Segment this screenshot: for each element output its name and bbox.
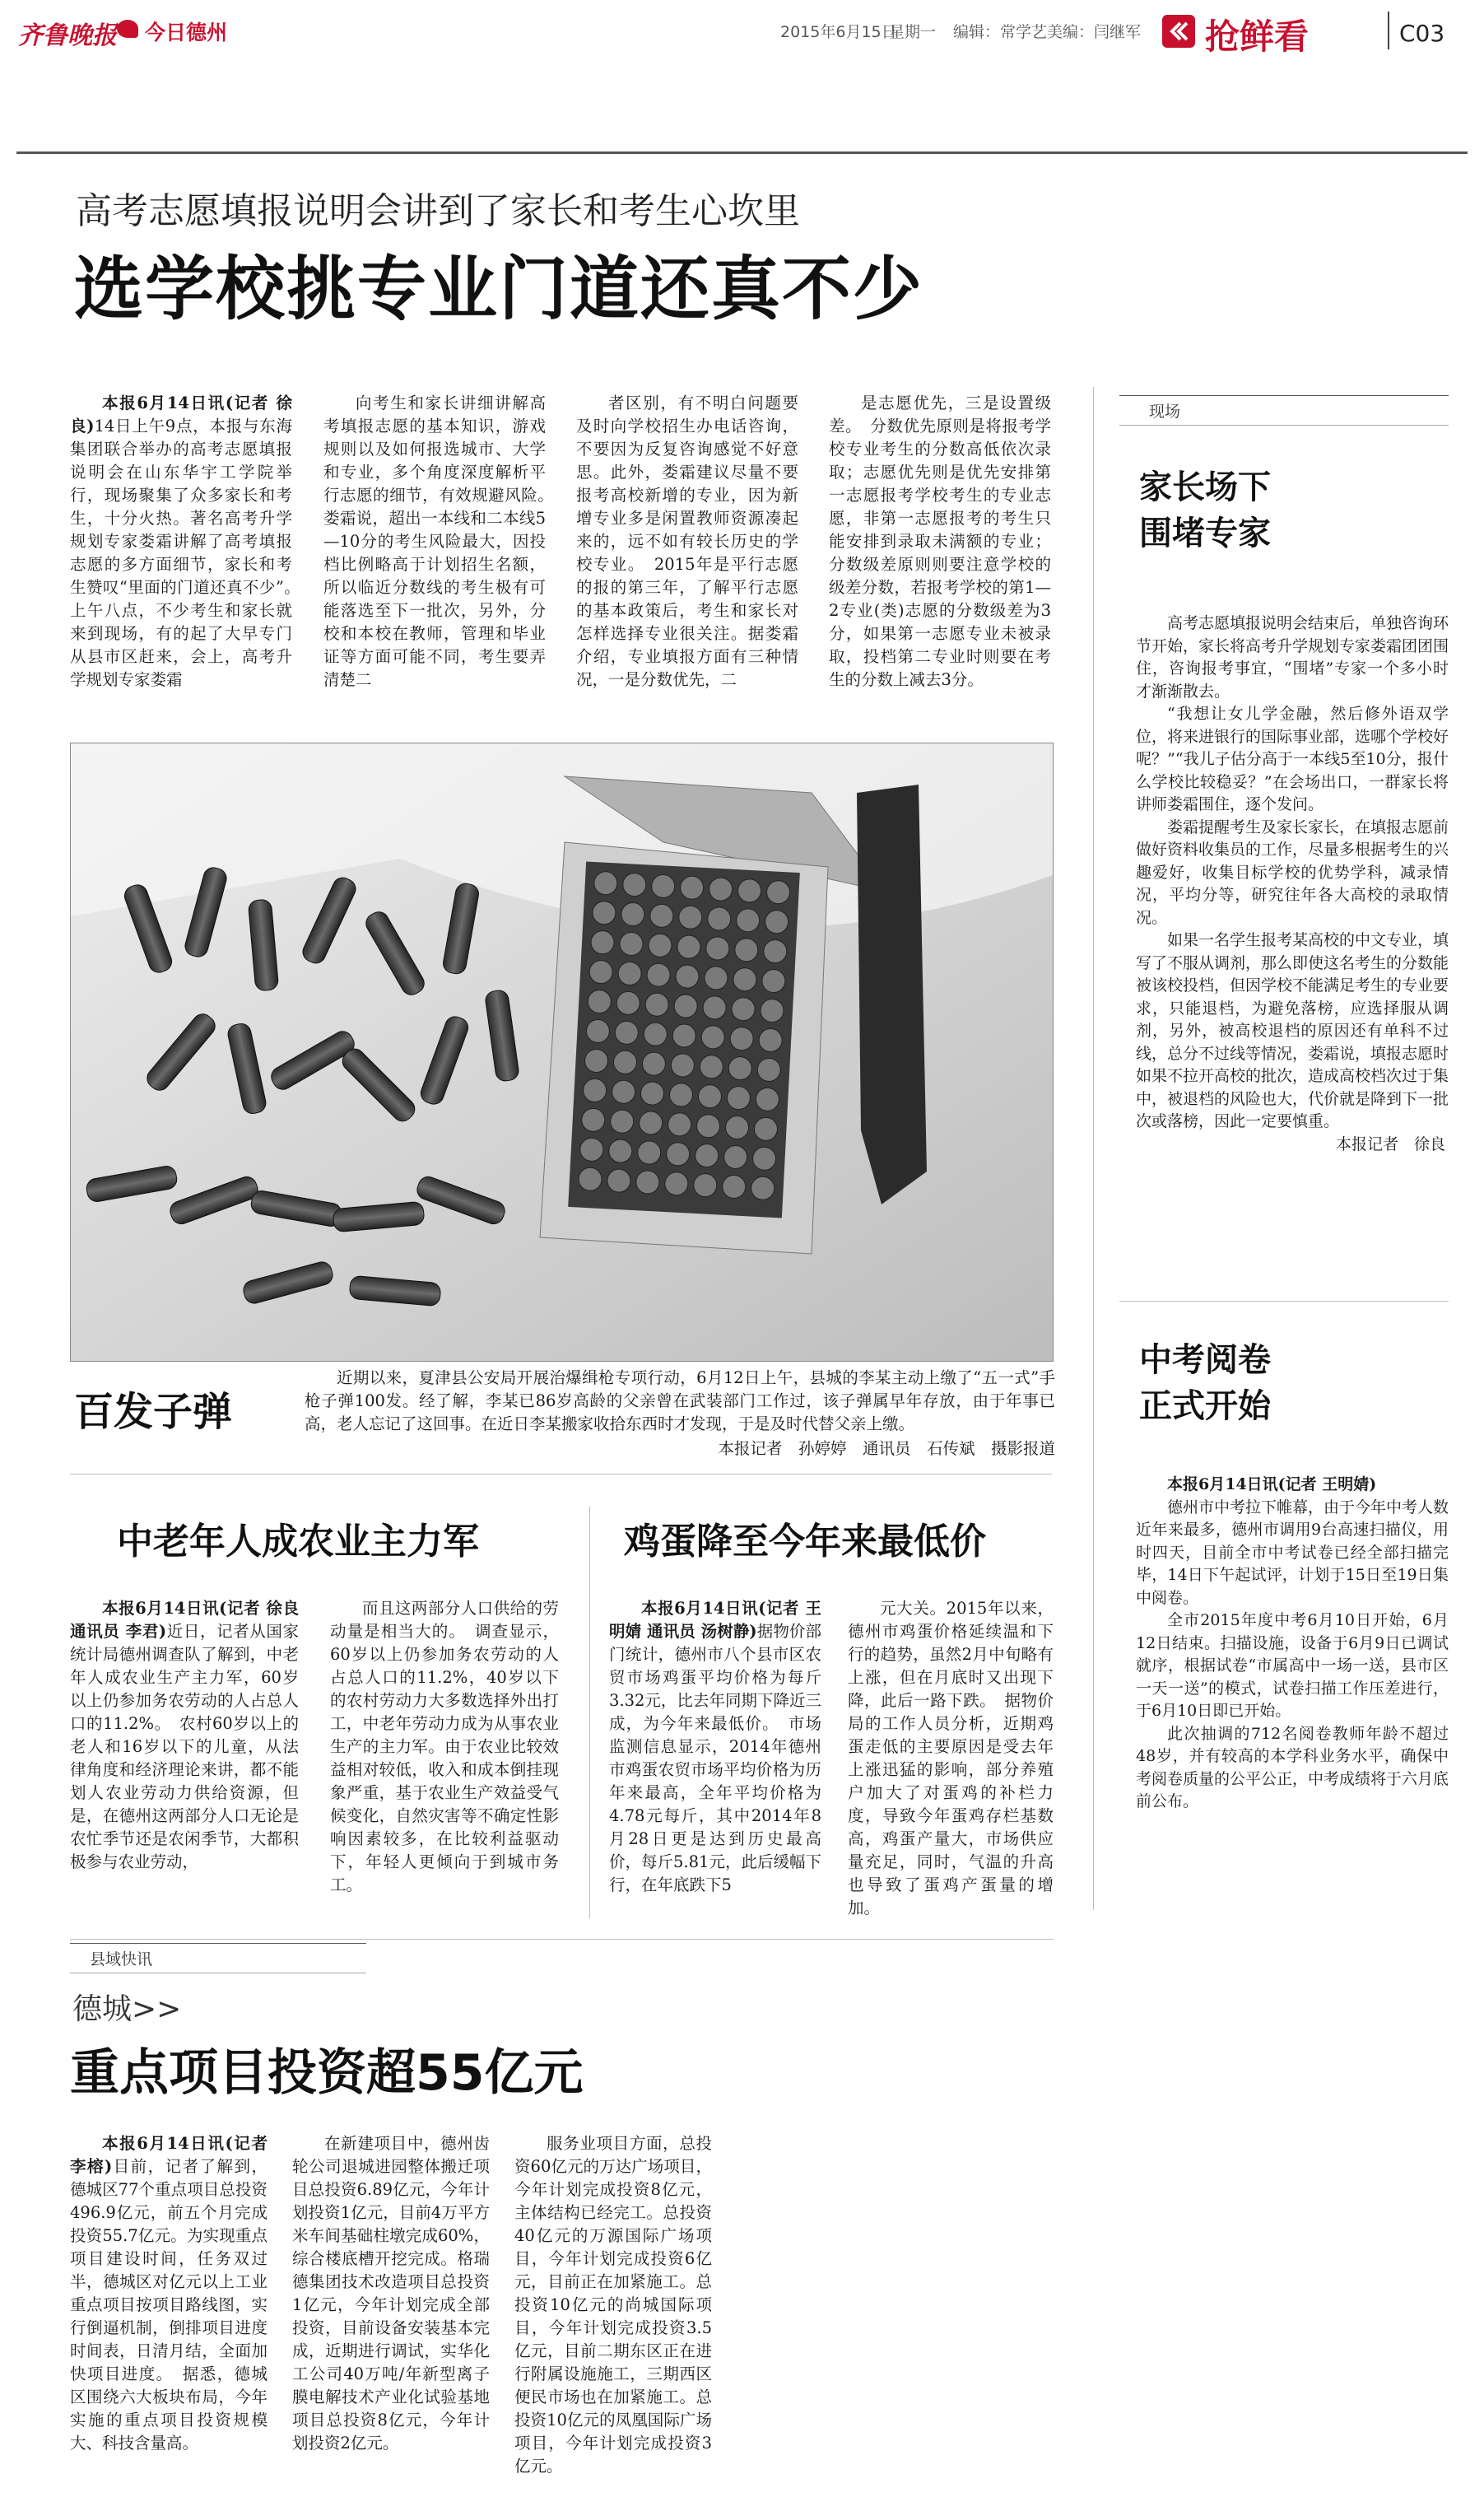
agri-column-2 <box>330 1597 559 1897</box>
editor-credit: 编辑：常学艺 <box>953 23 1048 41</box>
lead-column-1 <box>70 392 309 692</box>
county-top-rule <box>70 1939 1054 1940</box>
lead-kicker: 高考志愿填报说明会讲到了家长和考生心坎里 <box>76 190 800 232</box>
eggs-text-2: 元大关。2015年以来，德州市鸡蛋价格延续温和下行的趋势，虽然2月中旬略有上涨，但在月底时又出现下降，此后一路下跌。 据物价局的工作人员分析，近期鸡蛋走低的主要原因是受去年上涨迅猛的影响，部分养殖户加大了对蛋鸡的补栏力度，导致今年蛋鸡存栏基数高，鸡蛋产量大，市场供应量充足，同时，气温的升高也导致了蛋鸡产蛋量的增加。 <box>848 1599 1054 1917</box>
lead-text-2: 向考生和家长讲细讲解高考填报志愿的基本知识，游戏规则以及如何报选城市、大学和专业，多个角度深度解析平行志愿的细节，有效规避风险。 娄霜说，超出一本线和二本线5—10分的考生风险最大，因投档比例略高于计划招生名额，所以临近分数线的考生极有可能落选至下一批次，另外，分校和本校在教师，管理和毕业证等方面可能不同，考生要弄清楚二 <box>323 394 562 689</box>
issue-weekday: 星期一 <box>889 23 937 41</box>
eggs-headline: 鸡蛋降至今年来最低价 <box>624 1521 986 1563</box>
exam-para-3: 此次抽调的712名阅卷教师年龄不超过48岁，并有较高的本学科业务水平，确保中考阅卷质量的公平公正，中考成绩将于六月底前公布。 <box>1136 1724 1449 1810</box>
scene-para-4: 如果一名学生报考某高校的中文专业，填写了不服从调剂，那么即使这名考生的分数能被该校投档，但因学校不能满足考生的专业要求，只能退档，为避免落榜，应选择服从调剂，另外，被高校退档的原因还有单科不过线，总分不过线等情况，娄霜说，填报志愿时如果不拉开高校的批次，造成高校档次过于集中，被退档的风险也大，代价就是降到下一批次或落榜，因此一定要慎重。 <box>1136 931 1449 1130</box>
photo-feature-title: 百发子弹 <box>74 1389 233 1435</box>
scene-body <box>1136 613 1449 1156</box>
exam-headline-1: 中考阅卷 <box>1139 1341 1271 1379</box>
county-byline: 本报6月14日讯(记者 李榕) <box>70 2134 267 2176</box>
agri-headline: 中老年人成农业主力军 <box>117 1521 479 1563</box>
sidebar-section-rule <box>1119 1301 1449 1302</box>
county-column-1 <box>70 2132 267 2455</box>
sidebar-divider <box>1093 387 1094 1910</box>
designer-credit: 美编：闫继军 <box>1047 23 1142 41</box>
lead-text-4: 是志愿优先，三是设置级差。 分数优先原则是将报考学校专业考生的分数高低依次录取；志愿优先则是优先安排第一志愿报考学校考生的专业志愿，非第一志愿报考的考生只能安排到录取未满额的专业；分数级差原则则要注意学校的级差分数，若报考学校的第1—2专业(类)志愿的分数级差为3分，如果第一志愿专业未被录取，投档第二专业时则要在考生的分数上减去3分。 <box>829 394 1051 689</box>
header-divider <box>1388 12 1389 49</box>
photo-credit: 本报记者 孙婷婷 通讯员 石传斌 摄影报道 <box>718 1439 1055 1458</box>
lead-column-2 <box>323 392 562 692</box>
lead-headline: 选学校挑专业门道还真不少 <box>74 249 924 329</box>
scene-byline: 本报记者 徐良 <box>1335 1134 1445 1153</box>
paper-logo: 齐鲁晚报 <box>18 21 117 50</box>
lead-byline: 本报6月14日讯(记者 徐良) <box>70 394 292 436</box>
county-place: 德城>> <box>72 1992 182 2026</box>
county-text-2: 在新建项目中，德州齿轮公司退城进园整体搬迁项目总投资6.89亿元，今年计划投资1亿元，目前4万平方米车间基础柱墩完成60%，综合楼底槽开挖完成。格瑞德集团技术改造项目总投资1亿元，今年计划完成全部投资，目前设备安装基本完成，近期进行调试，实华化工公司40万吨/年新型离子膜电解技术产业化试验基地项目总投资8亿元，今年计划投资2亿元。 <box>292 2134 490 2453</box>
exam-para-2: 全市2015年度中考6月10日开始，6月12日结束。扫描设施，设备于6月9日已调试就序，根据试卷“市属高中一场一送，县市区一天一送”的模式，试卷扫描工作压差进行，于6月10日即已开始。 <box>1136 1611 1449 1720</box>
county-headline: 重点项目投资超55亿元 <box>70 2044 584 2102</box>
exam-byline: 本报6月14日讯(记者 王明婧) <box>1167 1475 1377 1493</box>
eggs-column-1 <box>609 1597 821 1897</box>
exam-headline-2: 正式开始 <box>1139 1387 1271 1425</box>
county-tag: 县域快讯 <box>70 1943 366 1973</box>
masthead <box>0 0 1484 156</box>
lead-column-4 <box>829 392 1051 692</box>
photo-caption <box>305 1367 1055 1436</box>
scene-para-2: “我想让女儿学金融，然后修外语双学位，将来进银行的国际事业部，选哪个学校好呢？”“我儿子估分高于一本线5至10分，报什么学校比较稳妥？”在会场出口，一群家长将讲师娄霜围住，逐个发问。 <box>1136 705 1449 813</box>
agri-text-1: 近日，记者从国家统计局德州调查队了解到，中老年人成农业生产主力军，60岁以上仍参加务农劳动的人占总人口的11.2%。 农村60岁以上的老人和16岁以下的儿童，从法律角度和经济理论来讲，都不能划人农业劳动力供给资源，但是，在德州这两部分人口无论是农忙季节还是农闲季节，大都积极参与农业劳动， <box>70 1622 299 1871</box>
eggs-text-1: 据物价部门统计，德州市八个县市区农贸市场鸡蛋平均价格为每斤3.32元，比去年同期下降近三成，为今年来最低价。 市场监测信息显示，2014年德州市鸡蛋农贸市场平均价格为历年来最高，全年平均价格为4.78元每斤，其中2014年8月28日更是达到历史最高价，每斤5.81元，此后缓幅下行，在年底跌下5 <box>609 1622 821 1894</box>
eggs-column-2 <box>848 1597 1054 1920</box>
county-text-3: 服务业项目方面，总投资60亿元的万达广场项目，今年计划完成投资8亿元，主体结构已经完工。总投资40亿元的万源国际广场项目，今年计划完成投资6亿元，目前正在加紧施工。总投资10亿元的尚城国际项目，今年计划完成投资3.5亿元，目前二期东区正在进行附属设施施工，三期西区便民市场也在加紧施工。总投资10亿元的凤凰国际广场项目，今年计划完成投资3亿元。 <box>514 2134 712 2476</box>
agri-byline: 本报6月14日讯(记者 徐良 通讯员 李君) <box>70 1599 299 1641</box>
section-title: 抢鲜看 <box>1205 16 1310 57</box>
edition-name: 今日德州 <box>145 21 228 44</box>
county-column-3 <box>514 2132 712 2478</box>
double-chevron-left-icon <box>1162 15 1195 48</box>
lead-text-3: 者区别，有不明白问题要及时向学校招生办电话咨询，不要因为反复咨询感觉不好意思。此外，娄霜建议尽量不要报考高校新增的专业，因为新增专业多是闲置教师资源凑起来的，远不如有较长历史的学校专业。 2015年是平行志愿的报的第三年，了解平行志愿的基本政策后，考生和家长对怎样选择专业很关注。据娄霜介绍，专业填报方面有三种情况，一是分数优先，二 <box>576 394 798 689</box>
exam-para-1: 德州市中考拉下帷幕，由于今年中考人数近年来最多，德州市调用9台高速扫描仪，用时四天，目前全市中考试卷已经全部扫描完毕，14日下午起试评，计划于15日至19日集中阅卷。 <box>1136 1498 1449 1607</box>
county-text-1: 目前，记者了解到，德城区77个重点项目总投资496.9亿元，前五个月完成投资55.7亿元。为实现重点项目建设时间，任务双过半，德城区对亿元以上工业重点项目按项目路线图，实行倒逼机制，倒排项目进度时间表，日清月结，全面加快项目进度。 据悉，德城区围绕六大板块布局，今年实施的重点项目投资规模大、科技含量高。 <box>70 2157 267 2453</box>
eggs-byline: 本报6月14日讯(记者 王明婧 通讯员 汤树静) <box>609 1599 821 1641</box>
county-column-2 <box>292 2132 490 2455</box>
issue-date: 2015年6月15日 <box>780 23 897 41</box>
scene-headline-1: 家长场下 <box>1139 468 1271 506</box>
scene-headline-2: 围堵专家 <box>1139 515 1271 552</box>
lead-text-1: 14日上午9点，本报与东海集团联合举办的高考志愿填报说明会在山东华宇工学院举行，现场聚集了众多家长和考生，十分火热。著名高考升学规划专家娄霜讲解了高考填报志愿的多方面细节，家长和考生赞叹“里面的门道还真不少”。 上午八点，不少考生和家长就来到现场，有的起了大早专门从县市区赶来，会上，高考升学规划专家娄霜 <box>70 417 309 689</box>
edition-logo-icon <box>117 20 138 38</box>
scene-para-1: 高考志愿填报说明会结束后，单独咨询环节开始，家长将高考升学规划专家娄霜团团围住，咨询报考事宜，“围堵”专家一个多小时才渐渐散去。 <box>1136 614 1449 701</box>
page-number: C03 <box>1399 20 1445 47</box>
lead-column-3 <box>576 392 798 692</box>
masthead-rule <box>16 151 1468 154</box>
exam-body <box>1136 1474 1449 1814</box>
agri-column-1 <box>70 1597 299 1874</box>
scene-para-3: 娄霜提醒考生及家长家长，在填报志愿前做好资料收集员的工作，尽量多根据考生的兴趣爱好，收集目标学校的优势学科，减录情况，平均分等，研究往年各大高校的录取情况。 <box>1136 818 1449 927</box>
agri-text-2: 而且这两部分人口供给的劳动量是相当大的。 调查显示，60岁以上仍参加务农劳动的人占总人口的11.2%，40岁以下的农村劳动力大多数选择外出打工，中老年劳动力成为从事农业生产的主力军。由于农业比较效益相对较低，收入和成本倒挂现象严重，基于农业生产效益受气候变化，自然灾害等不确定性影响因素较多，在比较利益驱动下，年轻人更倾向于到城市务工。 <box>330 1599 559 1894</box>
photo-caption-text: 近期以来，夏津县公安局开展治爆缉枪专项行动，6月12日上午，县城的李某主动上缴了“五一式”手枪子弹100发。经了解，李某已86岁高龄的父亲曾在武装部门工作过，该子弹属早年存放，由于年事已高，老人忘记了这回事。在近日李某搬家收拾东西时才发现，于是及时代替父亲上缴。 <box>305 1368 1055 1433</box>
scene-tag: 现场 <box>1119 395 1449 426</box>
bullets-photo <box>70 743 1054 1362</box>
agri-eggs-divider <box>589 1507 590 1918</box>
